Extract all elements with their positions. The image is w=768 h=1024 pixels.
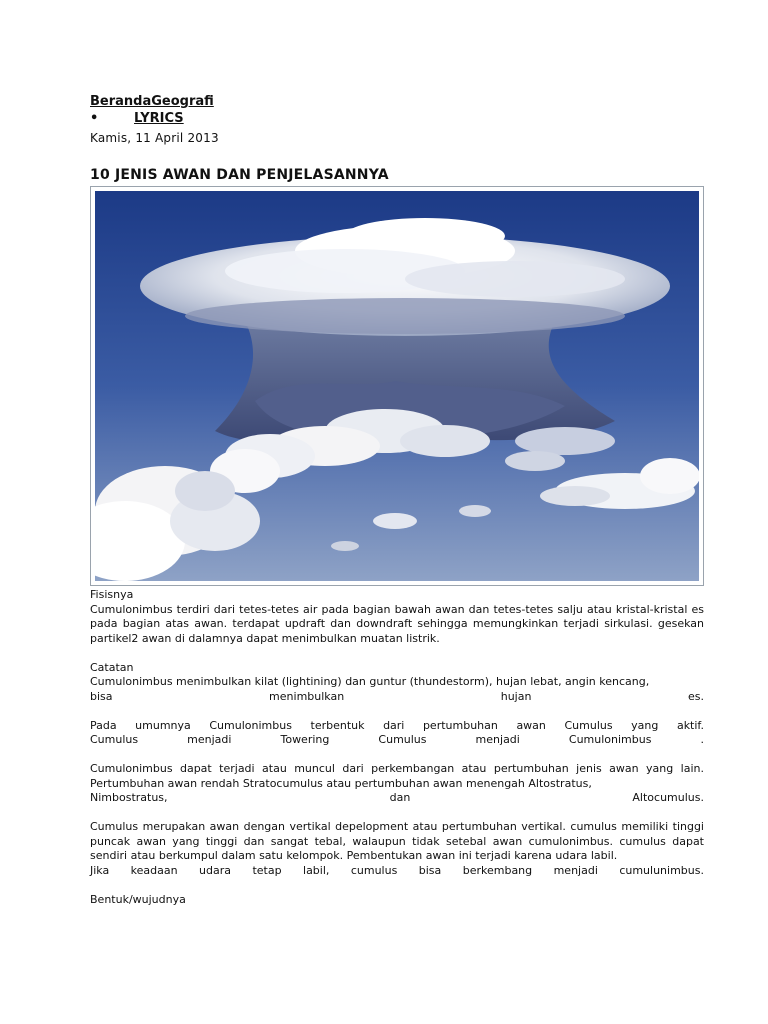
paragraph-line: Cumulus menjadi Towering Cumulus menjadi Cumulonimbus . — [90, 733, 704, 746]
cloud-photo-illustration — [95, 191, 699, 581]
paragraph: Cumulonimbus dapat terjadi atau muncul dari perkembangan atau pertumbuhan jenis awan yang lain. Pertumbuhan awan rendah Stratocumulus atau pertumbuhan awan menengah Altostratus, — [90, 762, 704, 790]
post-date: Kamis, 11 April 2013 — [90, 131, 219, 145]
cumulonimbus-photo — [90, 186, 704, 586]
paragraph: Cumulonimbus menimbulkan kilat (lightining) dan guntur (thundestorm), hujan lebat, angin kencang, — [90, 675, 650, 688]
subheading-bentuk: Bentuk/wujudnya — [90, 892, 186, 906]
nav-list-item — [90, 111, 184, 126]
paragraph-line: Jika keadaan udara tetap labil, cumulus bisa berkembang menjadi cumulunimbus. — [90, 863, 704, 877]
paragraph-line: Nimbostratus, dan Altocumulus. — [90, 791, 704, 804]
nav-link-beranda-geografi[interactable]: BerandaGeografi — [90, 94, 214, 109]
nav-link-lyrics[interactable]: LYRICS — [134, 111, 184, 126]
post-title: 10 JENIS AWAN DAN PENJELASANNYA — [90, 167, 389, 183]
subheading-catatan: Catatan — [90, 660, 134, 674]
bullet-glyph: • — [90, 111, 99, 126]
paragraph: Cumulonimbus terdiri dari tetes-tetes air pada bagian bawah awan dan tetes-tetes salju atau kristal-kristal es pada bagian atas awan. terdapat updraft dan downdraft sehingga memungkinkan terjadi sirkulasi. gesekan partikel2 awan di dalamnya dapat menimbulkan muatan listrik. — [90, 602, 704, 645]
paragraph-line: bisa menimbulkan hujan es. — [90, 689, 704, 703]
post-body — [90, 588, 704, 907]
paragraph: Cumulus merupakan awan dengan vertikal depelopment atau pertumbuhan vertikal. cumulus memiliki tinggi puncak awan yang tinggi dan sangat tebal, walaupun tidak setebal awan cumulonimbus. cumulus dapat sendiri atau berkumpul dalam satu kelompok. Pembentukan awan ini terjadi karena udara labil. — [90, 820, 704, 862]
image-caption: Fisisnya — [90, 588, 134, 601]
paragraph-line: Pada umumnya Cumulonimbus terbentuk dari pertumbuhan awan Cumulus yang aktif. — [90, 718, 704, 732]
